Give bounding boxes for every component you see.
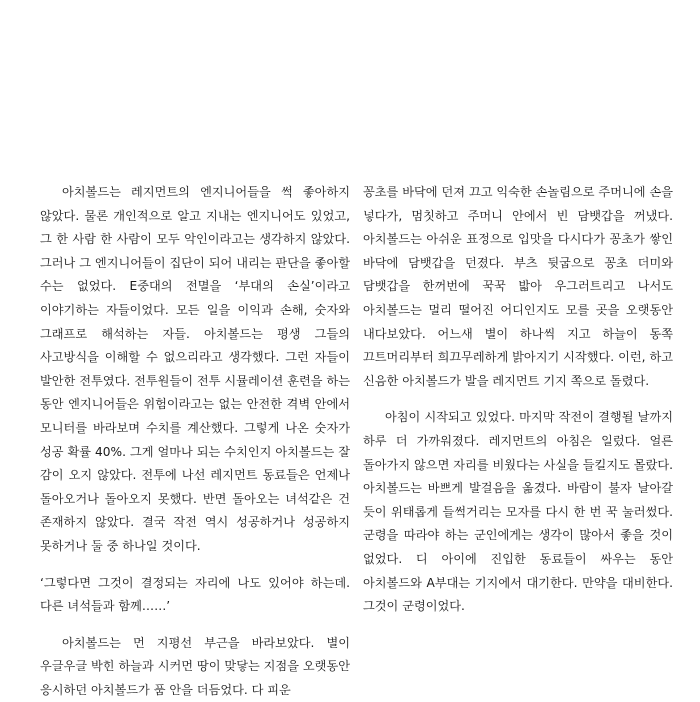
paragraph: 아침이 시작되고 있었다. 마지막 작전이 결행될 날까지 하루 더 가까워졌다. 레지먼트의 아침은 일렀다. 얼른 돌아가지 않으면 자리를 비웠다는 사실을 들킬지도 몰랐다. 아치볼드는 바쁘게 발걸음을 옮겼다. 바람이 불자 날아갈 듯이 위태롭게 들썩거리는 모자를 다시 한 번 꾹 눌러썼다. 군령을 따라야 하는 군인에게는 생각이 많아서 좋을 것이 없었다. 디 아이에 진입한 동료들이 싸우는 동안 아치볼드와 A부대는 기지에서 대기한다. 만약을 대비한다. 그것이 군령이었다. <box>363 410 673 614</box>
paragraph-continued: 꽁초를 바닥에 던져 끄고 익숙한 손놀림으로 주머니에 손을 넣다가, 멈칫하고 주머니 안에서 빈 담뱃갑을 꺼냈다. 아치볼드는 아쉬운 표정으로 입맛을 다시다가 꽁초가 쌓인 바닥에 담뱃갑을 던졌다. 부츠 뒷굽으로 꽁초 더미와 담뱃갑을 한꺼번에 꾹꾹 밟아 우그러트리고 나서도 아치볼드는 멀리 떨어진 어디인지도 모를 곳을 오랫동안 내다보았다. 어느새 별이 하나씩 지고 하늘이 동쪽 끄트머리부터 희끄무레하게 밝아지기 시작했다. 이런, 하고 신음한 아치볼드가 발을 레지먼트 기지 쪽으로 돌렸다. <box>363 185 673 388</box>
paragraph: 아치볼드는 레지먼트의 엔지니어들을 썩 좋아하지 않았다. 물론 개인적으로 알고 지내는 엔지니어도 있었고, 그 한 사람 한 사람이 모두 악인이라고는 생각하지 않았다. 그러나 그 엔지니어들이 집단이 되어 내리는 판단을 좋아할 수는 없었다. E중대의 전멸을 ‘부대의 손실’이라고 이야기하는 자들이었다. 모든 일을 이익과 손해, 숫자와 그래프로 해석하는 자들. 아치볼드는 평생 그들의 사고방식을 이해할 수 없으리라고 생각했다. 그런 자들이 발안한 전투였다. 전투원들이 전투 시뮬레이션 훈련을 하는 동안 엔지니어들은 위험이라고는 없는 안전한 격벽 안에서 모니터를 바라보며 수치를 계산했다. 그렇게 나온 숫자가 성공 확률 40%. 그게 얼마나 되는 수치인지 아치볼드는 잘 감이 오지 않았다. 전투에 나선 레지먼트 동료들은 언제나 돌아오거나 돌아오지 못했다. 반면 돌아오는 녀석같은 건 존재하지 않았다. 결국 작전 역시 성공하거나 성공하지 못하거나 둘 중 하나일 것이다. <box>40 185 350 553</box>
left-column <box>40 181 350 702</box>
paragraph: 아치볼드는 먼 지평선 부근을 바라보았다. 별이 우글우글 박힌 하늘과 시커먼 땅이 맞닿는 지점을 오랫동안 응시하던 아치볼드가 품 안을 더듬었다. 다 피운 <box>40 635 350 697</box>
quote-paragraph: ‘그렇다면 그것이 결정되는 자리에 나도 있어야 하는데. 다른 녀석들과 함께……’ <box>40 575 350 614</box>
right-column <box>363 181 673 619</box>
